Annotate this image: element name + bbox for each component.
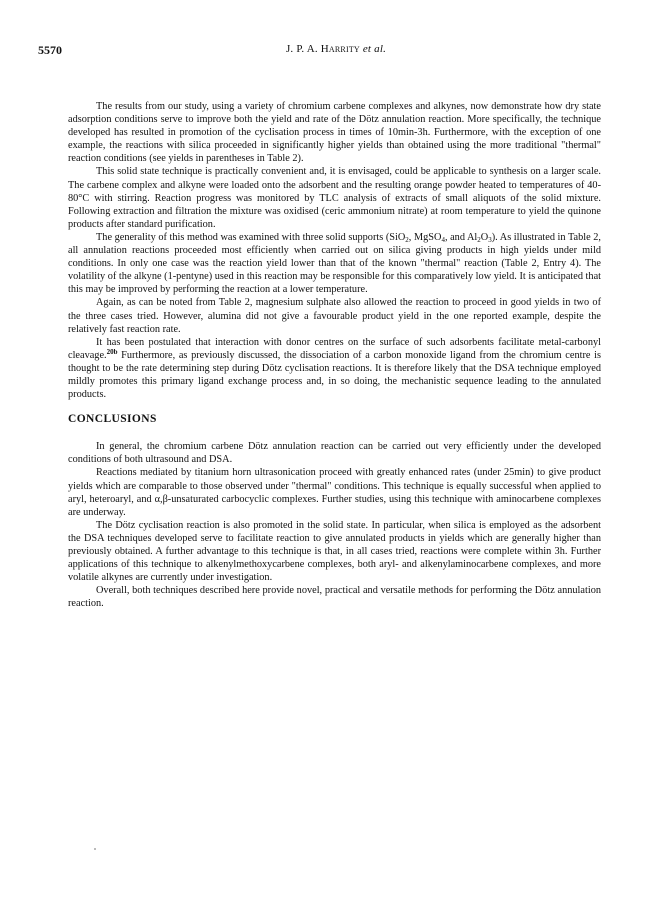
page-header [38, 43, 634, 59]
reference-superscript: 20b [106, 347, 118, 356]
results-paragraph-5 [68, 336, 601, 401]
text-run: , and Al [444, 231, 478, 243]
conclusions-paragraph-1: In general, the chromium carbene Dötz annulation reaction can be carried out very efficiently under the developed conditions of both ultrasound and DSA. [68, 441, 601, 466]
author-etal: et al. [359, 43, 387, 55]
text-run: ). As illustrated in Table 2, all annulation reactions proceeded most efficiently when carried out on silica giving products in high yields under mild conditions. In only one case was the reaction yield lower than that of the known "thermal" reaction (Table 2, Entry 4). The volatility of the alkyne (1-pentyne) used in this reaction may be responsible for this comparatively low yield. It is anticipated that this may be improved by performing the reaction at a lower temperature. [68, 231, 601, 296]
text-run: It has been postulated that interaction with donor centres on the surface of such adsorbents facilitate metal-carbonyl cleavage. [68, 336, 601, 361]
article-body [68, 100, 601, 610]
conclusions-paragraph-2: Reactions mediated by titanium horn ultrasonication proceed with greatly enhanced rates (under 25min) to give product yields which are comparable to those observed under "thermal" conditions. This technique is equally successful when applied to aryl, heteroaryl, and α,β-unsaturated carbocyclic complexes. Further studies, using this technique with aminocarbene complexes are underway. [68, 467, 601, 518]
subscript: 2 [477, 235, 481, 244]
section-heading-conclusions: CONCLUSIONS [68, 413, 157, 426]
scan-speck [94, 848, 96, 850]
subscript: 2 [405, 235, 409, 244]
subscript: 4 [441, 235, 445, 244]
page-number: 5570 [38, 43, 62, 57]
results-paragraph-3 [68, 231, 601, 296]
running-head [38, 43, 634, 55]
text-run: Furthermore, as previously discussed, the dissociation of a carbon monoxide ligand from the chromium centre is thought to be the rate determining step during Dötz cyclisation reactions. It is therefore likely that the DSA technique employed mildly promotes this primary ligand exchange process and, in so doing, the mechanistic sequence leading to the annulated products. [68, 349, 601, 401]
conclusions-paragraph-3: The Dötz cyclisation reaction is also promoted in the solid state. In particular, when silica is employed as the adsorbent the DSA techniques developed serve to facilitate reaction to give annulated products in yields which are generally higher than previously obtained. A further advantage to this technique is that, in all cases tried, reactions were complete within 3h. Further applications of this technique to alkenylmethoxycarbene complexes, both aryl- and alkenylaminocarbene complexes, and more volatile alkynes are currently under investigation. [68, 519, 601, 584]
conclusions-paragraph-4: Overall, both techniques described here provide novel, practical and versatile methods for performing the Dötz annulation reaction. [68, 585, 601, 610]
results-paragraph-2: This solid state technique is practically convenient and, it is envisaged, could be applicable to synthesis on a larger scale. The carbene complex and alkyne were loaded onto the adsorbent and the resulting orange powder heated to temperatures of 40-80°C with stirring. Reaction progress was monitored by TLC analysis of extracts of small aliquots of the solid mixture. Following extraction and filtration the mixture was oxidised (ceric ammonium nitrate) at room temperature to yield the quinone products after standard purification. [68, 166, 601, 230]
text-run: , MgSO [408, 231, 442, 243]
text-run: The generality of this method was examined with three solid supports (SiO [96, 231, 406, 243]
author-initials: J. P. A. [285, 43, 321, 55]
subscript: 3 [488, 235, 492, 244]
author-surname: Harrity [320, 43, 360, 55]
results-paragraph-1: The results from our study, using a variety of chromium carbene complexes and alkynes, now demonstrate how dry state adsorption conditions serve to improve both the yield and rate of the Dötz annulation reaction. More specifically, the technique developed has resulted in promotion of the cyclisation process in times of 10min-3h. Furthermore, with the exception of one example, the reactions with silica proceeded in significantly higher yields than obtained using the more traditional "thermal" reaction conditions (see yields in parentheses in Table 2). [68, 101, 601, 165]
results-paragraph-4: Again, as can be noted from Table 2, magnesium sulphate also allowed the reaction to proceed in good yields in two of the three cases tried. However, alumina did not give a favourable product yield in the one reported example, despite the relatively fast reaction rate. [68, 297, 601, 335]
text-run: O [480, 231, 489, 243]
